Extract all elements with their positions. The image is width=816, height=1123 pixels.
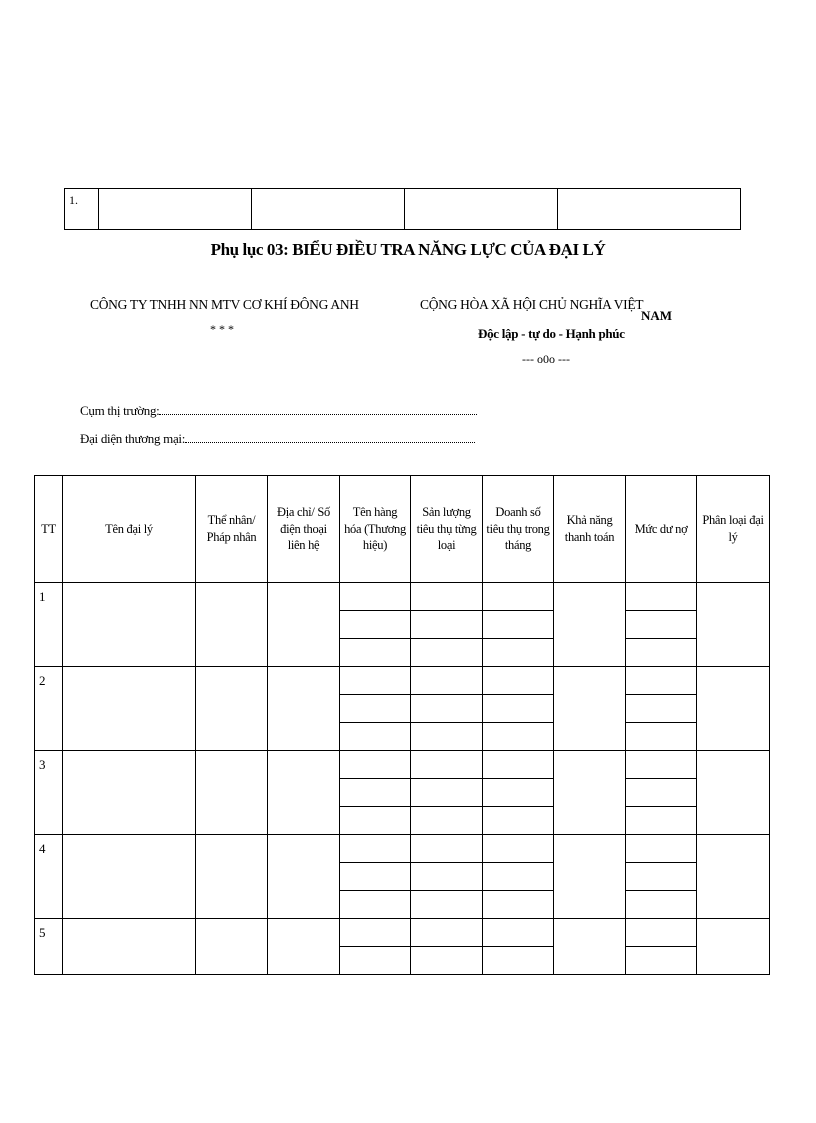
trade-rep-field	[80, 431, 475, 447]
table-row	[35, 919, 770, 947]
debt-cell[interactable]	[626, 639, 697, 667]
top-cell	[558, 189, 741, 230]
volume-cell[interactable]	[411, 835, 483, 863]
volume-cell[interactable]	[411, 611, 483, 639]
row-number: 4	[35, 835, 63, 919]
col-header-volume: Sản lượng tiêu thụ từng loại	[411, 476, 483, 583]
company-name: CÔNG TY TNHH NN MTV CƠ KHÍ ĐÔNG ANH	[90, 297, 359, 312]
agent-name-cell[interactable]	[63, 919, 196, 975]
debt-cell[interactable]	[626, 863, 697, 891]
volume-cell[interactable]	[411, 639, 483, 667]
volume-cell[interactable]	[411, 863, 483, 891]
col-header-entity: Thể nhân/ Pháp nhân	[196, 476, 268, 583]
col-header-address: Địa chỉ/ Số điện thoại liên hệ	[268, 476, 340, 583]
goods-cell[interactable]	[340, 779, 411, 807]
volume-cell[interactable]	[411, 919, 483, 947]
class-cell[interactable]	[697, 835, 770, 919]
table-row	[35, 583, 770, 611]
volume-cell[interactable]	[411, 751, 483, 779]
address-cell[interactable]	[268, 835, 340, 919]
volume-cell[interactable]	[411, 723, 483, 751]
volume-cell[interactable]	[411, 947, 483, 975]
revenue-cell[interactable]	[483, 919, 554, 947]
revenue-cell[interactable]	[483, 611, 554, 639]
entity-cell[interactable]	[196, 583, 268, 667]
address-cell[interactable]	[268, 751, 340, 835]
volume-cell[interactable]	[411, 807, 483, 835]
col-header-revenue: Doanh số tiêu thụ trong tháng	[483, 476, 554, 583]
top-cell	[99, 189, 252, 230]
col-header-ability: Khả năng thanh toán	[554, 476, 626, 583]
table-row	[65, 189, 741, 230]
debt-cell[interactable]	[626, 751, 697, 779]
debt-cell[interactable]	[626, 891, 697, 919]
class-cell[interactable]	[697, 667, 770, 751]
revenue-cell[interactable]	[483, 723, 554, 751]
revenue-cell[interactable]	[483, 835, 554, 863]
ability-cell[interactable]	[554, 919, 626, 975]
volume-cell[interactable]	[411, 583, 483, 611]
top-fragment-table	[64, 188, 741, 230]
address-cell[interactable]	[268, 583, 340, 667]
volume-cell[interactable]	[411, 695, 483, 723]
company-stars: * * *	[210, 322, 234, 336]
agent-name-cell[interactable]	[63, 583, 196, 667]
class-cell[interactable]	[697, 919, 770, 975]
nation-heading-suffix: NAM	[641, 308, 673, 323]
trade-rep-label: Đại diện thương mại:	[80, 431, 186, 446]
entity-cell[interactable]	[196, 667, 268, 751]
revenue-cell[interactable]	[483, 891, 554, 919]
col-header-goods: Tên hàng hóa (Thương hiệu)	[340, 476, 411, 583]
class-cell[interactable]	[697, 751, 770, 835]
revenue-cell[interactable]	[483, 807, 554, 835]
entity-cell[interactable]	[196, 919, 268, 975]
debt-cell[interactable]	[626, 807, 697, 835]
table-row	[35, 751, 770, 779]
top-cell	[252, 189, 405, 230]
row-number: 3	[35, 751, 63, 835]
nation-heading: CỘNG HÒA XÃ HỘI CHỦ NGHĨA VIỆT	[420, 297, 644, 312]
revenue-cell[interactable]	[483, 583, 554, 611]
goods-cell[interactable]	[340, 863, 411, 891]
col-header-class: Phân loại đại lý	[697, 476, 770, 583]
top-row-number: 1.	[65, 189, 99, 230]
volume-cell[interactable]	[411, 667, 483, 695]
debt-cell[interactable]	[626, 919, 697, 947]
goods-cell[interactable]	[340, 919, 411, 947]
entity-cell[interactable]	[196, 751, 268, 835]
revenue-cell[interactable]	[483, 863, 554, 891]
col-header-agent-name: Tên đại lý	[63, 476, 196, 583]
goods-cell[interactable]	[340, 639, 411, 667]
market-cluster-blank[interactable]	[159, 404, 477, 415]
trade-rep-blank[interactable]	[185, 432, 475, 443]
goods-cell[interactable]	[340, 891, 411, 919]
goods-cell[interactable]	[340, 807, 411, 835]
ability-cell[interactable]	[554, 583, 626, 667]
goods-cell[interactable]	[340, 611, 411, 639]
debt-cell[interactable]	[626, 695, 697, 723]
goods-cell[interactable]	[340, 751, 411, 779]
col-header-debt: Mức dư nợ	[626, 476, 697, 583]
table-header-row	[35, 476, 770, 583]
debt-cell[interactable]	[626, 947, 697, 975]
col-header-tt: TT	[35, 476, 63, 583]
ability-cell[interactable]	[554, 751, 626, 835]
goods-cell[interactable]	[340, 583, 411, 611]
revenue-cell[interactable]	[483, 695, 554, 723]
revenue-cell[interactable]	[483, 751, 554, 779]
goods-cell[interactable]	[340, 667, 411, 695]
revenue-cell[interactable]	[483, 779, 554, 807]
debt-cell[interactable]	[626, 835, 697, 863]
debt-cell[interactable]	[626, 583, 697, 611]
goods-cell[interactable]	[340, 947, 411, 975]
volume-cell[interactable]	[411, 779, 483, 807]
agent-name-cell[interactable]	[63, 751, 196, 835]
market-cluster-label: Cụm thị trường:	[80, 403, 160, 418]
ability-cell[interactable]	[554, 667, 626, 751]
row-number: 5	[35, 919, 63, 975]
motto-ornament: --- o0o ---	[522, 352, 570, 366]
market-cluster-field	[80, 403, 477, 419]
revenue-cell[interactable]	[483, 639, 554, 667]
class-cell[interactable]	[697, 583, 770, 667]
entity-cell[interactable]	[196, 835, 268, 919]
debt-cell[interactable]	[626, 779, 697, 807]
agent-name-cell[interactable]	[63, 835, 196, 919]
agent-name-cell[interactable]	[63, 667, 196, 751]
address-cell[interactable]	[268, 667, 340, 751]
debt-cell[interactable]	[626, 667, 697, 695]
ability-cell[interactable]	[554, 835, 626, 919]
national-motto: Độc lập - tự do - Hạnh phúc	[478, 326, 625, 341]
row-number: 2	[35, 667, 63, 751]
agent-survey-table	[34, 475, 770, 975]
table-row	[35, 835, 770, 863]
volume-cell[interactable]	[411, 891, 483, 919]
address-cell[interactable]	[268, 919, 340, 975]
page-title: Phụ lục 03: BIỂU ĐIỀU TRA NĂNG LỰC CỦA ĐẠI LÝ	[210, 240, 606, 259]
goods-cell[interactable]	[340, 723, 411, 751]
debt-cell[interactable]	[626, 611, 697, 639]
row-number: 1	[35, 583, 63, 667]
revenue-cell[interactable]	[483, 947, 554, 975]
goods-cell[interactable]	[340, 835, 411, 863]
debt-cell[interactable]	[626, 723, 697, 751]
table-row	[35, 667, 770, 695]
revenue-cell[interactable]	[483, 667, 554, 695]
goods-cell[interactable]	[340, 695, 411, 723]
top-cell	[405, 189, 558, 230]
